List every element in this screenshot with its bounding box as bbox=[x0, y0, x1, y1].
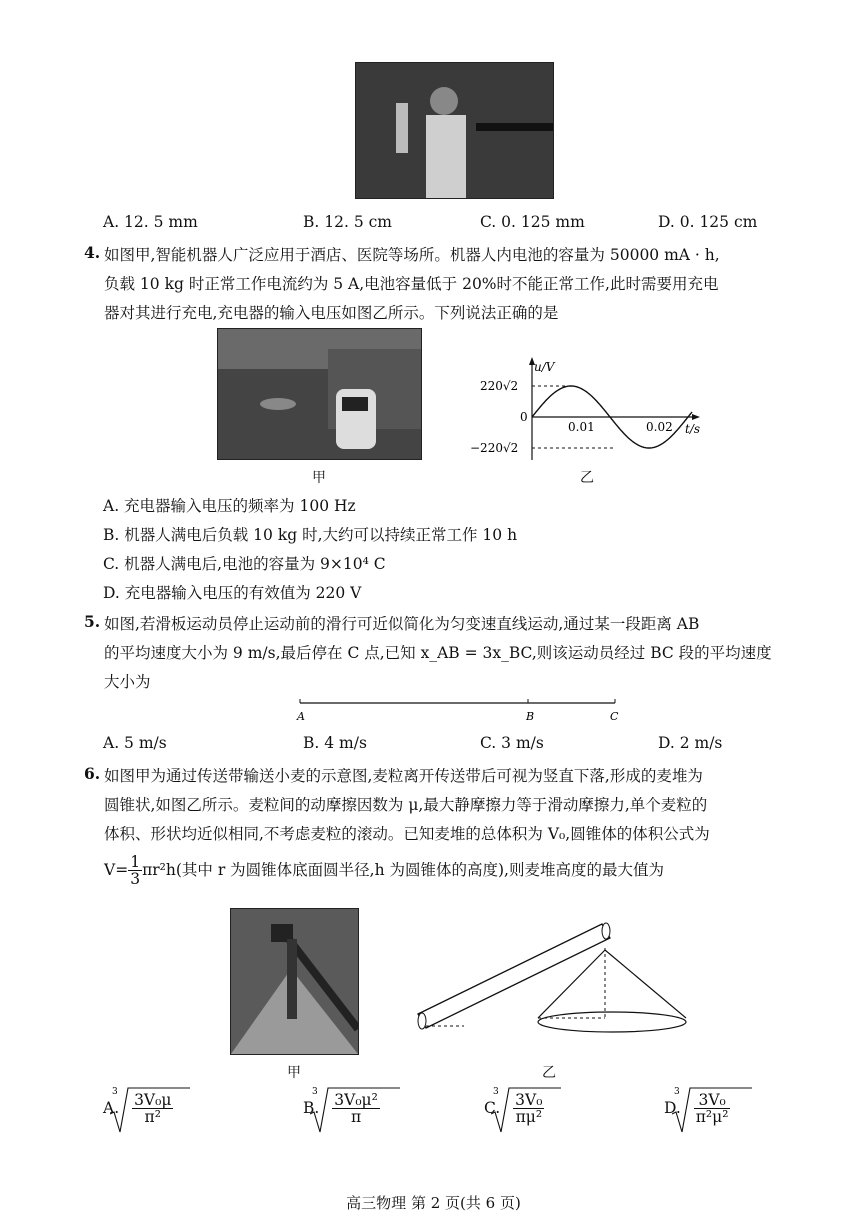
q6-option-c-label: C. bbox=[484, 1098, 501, 1117]
formula-num: 1 bbox=[130, 853, 141, 871]
q4-option-c: C. 机器人满电后,电池的容量为 9×10⁴ C bbox=[103, 555, 386, 573]
q6-option-a bbox=[103, 1087, 173, 1127]
q5-option-b: B. 4 m/s bbox=[303, 734, 367, 752]
q6-d-den: π²μ² bbox=[695, 1108, 729, 1127]
formula-prefix: V= bbox=[104, 860, 129, 879]
y-bottom-label: −220√2 bbox=[470, 441, 519, 455]
q6-line-2: 圆锥状,如图乙所示。麦粒间的动摩擦因数为 μ,最大静摩擦力等于滑动摩擦力,单个麦粒的 bbox=[104, 796, 708, 814]
cube-root-c bbox=[493, 1087, 544, 1127]
q5-line-2: 的平均速度大小为 9 m/s,最后停在 C 点,已知 x_AB = 3x_BC,则该运动员经过 BC 段的平均速度 bbox=[104, 644, 772, 662]
q6-option-b bbox=[303, 1087, 380, 1127]
q6-line-1: 如图甲为通过传送带输送小麦的示意图,麦粒离开传送带后可视为竖直下落,形成的麦堆为 bbox=[104, 767, 703, 785]
shooter-photo bbox=[355, 62, 554, 199]
q6-d-num: 3V₀ bbox=[694, 1092, 731, 1109]
y-top-label: 220√2 bbox=[480, 379, 519, 393]
y-axis-label: u/V bbox=[534, 360, 555, 374]
q6-formula-line bbox=[104, 854, 664, 888]
q6-b-den: π bbox=[350, 1108, 362, 1127]
q3-option-a: A. 12. 5 mm bbox=[103, 213, 198, 231]
q5-option-a: A. 5 m/s bbox=[103, 734, 167, 752]
q6-a-num: 3V₀μ bbox=[134, 1091, 172, 1109]
q6-option-d-label: D. bbox=[664, 1098, 681, 1117]
wheat-pile-photo-art bbox=[231, 909, 358, 1054]
q4-option-d: D. 充电器输入电压的有效值为 220 V bbox=[103, 584, 362, 602]
svg-text:3: 3 bbox=[673, 1087, 680, 1097]
q6-option-b-label: B. bbox=[303, 1098, 320, 1117]
q6-b-num: 3V₀μ² bbox=[334, 1091, 378, 1109]
page-footer: 高三物理 第 2 页(共 6 页) bbox=[346, 1194, 521, 1212]
formula-rest: πr²h(其中 r 为圆锥体底面圆半径,h 为圆锥体的高度),则麦堆高度的最大值为 bbox=[142, 860, 664, 879]
q6-caption-right: 乙 bbox=[542, 1065, 556, 1081]
q6-option-d bbox=[664, 1087, 730, 1127]
point-b: B bbox=[526, 710, 535, 723]
q5-option-c: C. 3 m/s bbox=[480, 734, 544, 752]
t1-label: 0.01 bbox=[568, 420, 595, 434]
svg-text:3: 3 bbox=[112, 1087, 118, 1097]
q4-option-a: A. 充电器输入电压的频率为 100 Hz bbox=[103, 497, 356, 515]
q4-option-b: B. 机器人满电后负载 10 kg 时,大约可以持续正常工作 10 h bbox=[103, 526, 518, 544]
q5-line-1: 如图,若滑板运动员停止运动前的滑行可近似简化为匀变速直线运动,通过某一段距离 AB bbox=[104, 615, 700, 633]
conveyor-cone-diagram bbox=[410, 918, 695, 1038]
formula-den: 3 bbox=[130, 870, 141, 889]
svg-text:3: 3 bbox=[493, 1087, 499, 1097]
t2-label: 0.02 bbox=[646, 420, 673, 434]
cube-root-d bbox=[673, 1087, 731, 1127]
q6-c-num: 3V₀ bbox=[515, 1091, 543, 1109]
svg-text:3: 3 bbox=[312, 1087, 318, 1097]
wheat-pile-photo bbox=[230, 908, 359, 1055]
segment-diagram bbox=[290, 695, 630, 725]
q6-option-c bbox=[484, 1087, 544, 1127]
q4-line-3: 器对其进行充电,充电器的输入电压如图乙所示。下列说法正确的是 bbox=[104, 304, 559, 322]
voltage-graph bbox=[470, 355, 705, 465]
q5-number: 5. bbox=[84, 612, 101, 631]
q4-line-1: 如图甲,智能机器人广泛应用于酒店、医院等场所。机器人内电池的容量为 50000 mA · h, bbox=[104, 246, 720, 264]
point-c: C bbox=[610, 710, 619, 723]
x-axis-label: t/s bbox=[685, 422, 701, 436]
q6-number: 6. bbox=[84, 764, 101, 783]
cube-root-a bbox=[112, 1087, 173, 1127]
q6-a-den: π² bbox=[144, 1108, 161, 1127]
robot-photo bbox=[217, 328, 422, 460]
q6-line-3: 体积、形状均近似相同,不考虑麦粒的滚动。已知麦堆的总体积为 V₀,圆锥体的体积公式为 bbox=[104, 825, 710, 843]
q3-option-b: B. 12. 5 cm bbox=[303, 213, 392, 231]
shooter-photo-art bbox=[356, 63, 553, 198]
q4-line-2: 负载 10 kg 时正常工作电流约为 5 A,电池容量低于 20%时不能正常工作,此时需要用充电 bbox=[104, 275, 719, 293]
q3-option-d: D. 0. 125 cm bbox=[658, 213, 758, 231]
cube-root-b bbox=[312, 1087, 380, 1127]
q6-c-den: πμ² bbox=[515, 1108, 543, 1127]
formula-fraction bbox=[128, 854, 142, 888]
q5-line-3: 大小为 bbox=[104, 673, 151, 691]
robot-photo-art bbox=[218, 329, 421, 459]
q6-caption-left: 甲 bbox=[287, 1065, 301, 1081]
q4-caption-left: 甲 bbox=[312, 470, 326, 486]
q5-option-d: D. 2 m/s bbox=[658, 734, 723, 752]
q6-option-a-label: A. bbox=[103, 1098, 120, 1117]
origin-label: 0 bbox=[520, 410, 528, 424]
point-a: A bbox=[297, 710, 305, 723]
q3-option-c: C. 0. 125 mm bbox=[480, 213, 585, 231]
q4-number: 4. bbox=[84, 243, 101, 262]
q4-caption-right: 乙 bbox=[580, 470, 594, 486]
